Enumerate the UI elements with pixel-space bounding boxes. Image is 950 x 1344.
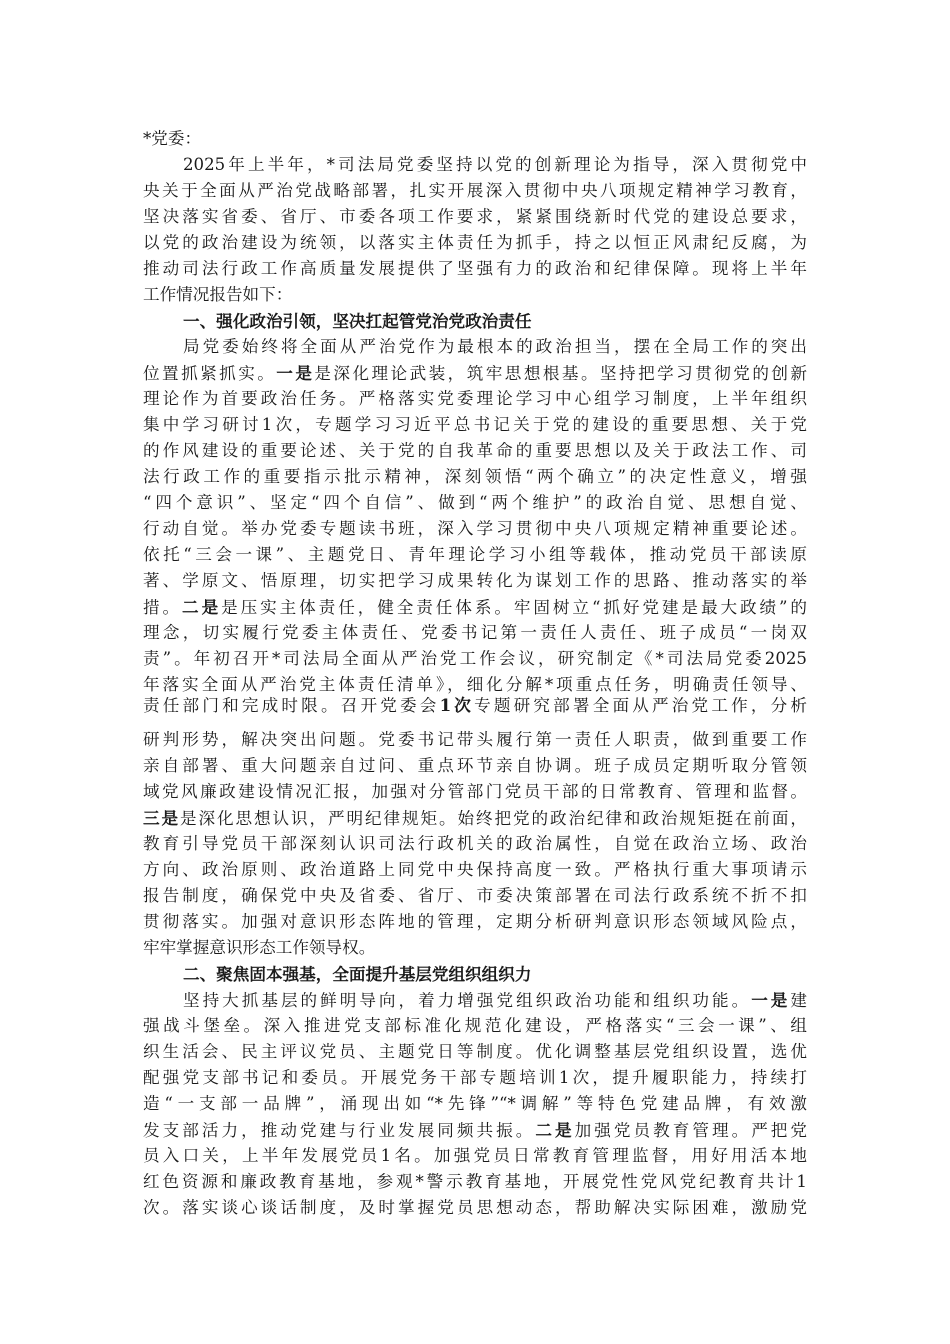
body-text: 责任部门和完成时限。召开党委会 [143,696,440,715]
body-line [143,805,807,831]
body-text: 坚持大抓基层的鲜明导向，着力增强党组织政治功能和组织功能。 [183,991,752,1010]
intro-line: 央关于全面从严治党战略部署，扎实开展深入贯彻中央八项规定精神学习教育， [143,181,807,200]
body-line: 集中学习研讨1次，专题学习习近平总书记关于党的建设的重要思想、关于党 [143,415,807,434]
body-text: 是深化思想认识，严明纪律规矩。始终把党的政治纪律和政治规矩挺在前面， [180,809,808,828]
body-line: 理念，切实履行党委主体责任、党委书记第一责任人责任、班子成员“一岗双 [143,623,807,642]
body-text: 建 [790,991,807,1010]
section-heading: 一、强化政治引领，坚决扛起管党治党政治责任 [183,311,532,331]
body-line [143,360,807,386]
point-marker: 三是 [143,808,180,828]
body-line: 造“一支部一品牌”，涌现出如“*先锋”“*调解”等特色党建品牌，有效激 [143,1094,807,1113]
body-line [183,987,807,1013]
section-heading: 二、聚焦固本强基，全面提升基层党组织组织力 [183,964,532,984]
body-line: 亲自部署、重大问题亲自过问、重点环节亲自协调。班子成员定期听取分管领 [143,756,807,775]
body-line: 的作风建设的重要论述、关于党的自我革命的重要思想以及关于政法工作、司 [143,441,807,460]
body-line: 员入口关，上半年发展党员1名。加强党员日常教育管理监督，用好用活本地 [143,1146,807,1165]
body-text: 位置抓紧抓实。 [143,364,277,383]
point-marker: 一是 [751,990,791,1010]
body-text: 专题研究部署全面从严治党工作，分析 [474,696,808,715]
intro-line: 2025年上半年，*司法局党委坚持以党的创新理论为指导，深入贯彻党中 [183,155,807,174]
point-marker: 二是 [182,597,222,617]
body-text: 是深化理论武装，筑牢思想根基。坚持把学习贯彻党的创新 [314,364,808,383]
body-line [143,594,807,620]
body-line: 次。落实谈心谈话制度，及时掌握党员思想动态，帮助解决实际困难，激励党 [143,1198,807,1217]
body-line: 牢牢掌握意识形态工作领导权。 [143,938,376,957]
body-line [143,690,807,720]
salutation: *党委： [143,129,202,148]
body-line: 局党委始终将全面从严治党作为最根本的政治担当，摆在全局工作的突出 [183,337,807,356]
body-line: 行动自觉。举办党委专题读书班，深入学习贯彻中央八项规定精神重要论述。 [143,519,807,538]
body-text: 是压实主体责任，健全责任体系。牢固树立“抓好党建是最大政绩”的 [221,598,808,617]
body-line [143,1117,807,1143]
intro-line: 推动司法行政工作高质量发展提供了坚强有力的政治和纪律保障。现将上半年 [143,259,807,278]
point-marker: 二是 [535,1120,575,1140]
body-line: 理论作为首要政治任务。严格落实党委理论学习中心组学习制度，上半年组织 [143,389,807,408]
body-line: 年落实全面从严治党主体责任清单》，细化分解*项重点任务，明确责任领导、 [143,675,807,694]
intro-line: 工作情况报告如下： [143,285,293,304]
body-line: “四个意识”、坚定“四个自信”、做到“两个维护”的政治自觉、思想自觉、 [143,493,807,512]
body-line: 织生活会、民主评议党员、主题党日等制度。优化调整基层党组织设置，选优 [143,1042,807,1061]
body-line: 贯彻落实。加强对意识形态阵地的管理，定期分析研判意识形态领域风险点， [143,912,807,931]
body-line: 强战斗堡垒。深入推进党支部标准化规范化建设，严格落实“三会一课”、组 [143,1016,807,1035]
body-text: 措。 [143,598,183,617]
body-text: 加强党员教育管理。严把党 [574,1121,808,1140]
meeting-count: 1次 [439,695,475,715]
body-line: 依托“三会一课”、主题党日、青年理论学习小组等载体，推动党员干部读原 [143,545,807,564]
body-line: 研判形势，解决突出问题。党委书记带头履行第一责任人职责，做到重要工作 [143,730,807,749]
intro-line: 以党的政治建设为统领，以落实主体责任为抓手，持之以恒正风肃纪反腐，为 [143,233,807,252]
body-line: 配强党支部书记和委员。开展党务干部专题培训1次，提升履职能力，持续打 [143,1068,807,1087]
body-text: 发支部活力，推动党建与行业发展同频共振。 [143,1121,536,1140]
body-line: 教育引导党员干部深刻认识司法行政机关的政治属性，自觉在政治立场、政治 [143,834,807,853]
body-line: 责”。年初召开*司法局全面从严治党工作会议，研究制定《*司法局党委2025 [143,649,807,668]
body-line: 域党风廉政建设情况汇报，加强对分管部门党员干部的日常教育、管理和监督。 [143,782,807,801]
body-line: 法行政工作的重要指示批示精神，深刻领悟“两个确立”的决定性意义，增强 [143,467,807,486]
body-line: 方向、政治原则、政治道路上同党中央保持高度一致。严格执行重大事项请示 [143,860,807,879]
body-line: 红色资源和廉政教育基地，参观*警示教育基地，开展党性党风党纪教育共计1 [143,1172,807,1191]
point-marker: 一是 [276,363,315,383]
intro-line: 坚决落实省委、省厅、市委各项工作要求，紧紧围绕新时代党的建设总要求， [143,207,807,226]
body-line: 报告制度，确保党中央及省委、省厅、市委决策部署在司法行政系统不折不扣 [143,886,807,905]
body-line: 著、学原文、悟原理，切实把学习成果转化为谋划工作的思路、推动落实的举 [143,571,807,590]
